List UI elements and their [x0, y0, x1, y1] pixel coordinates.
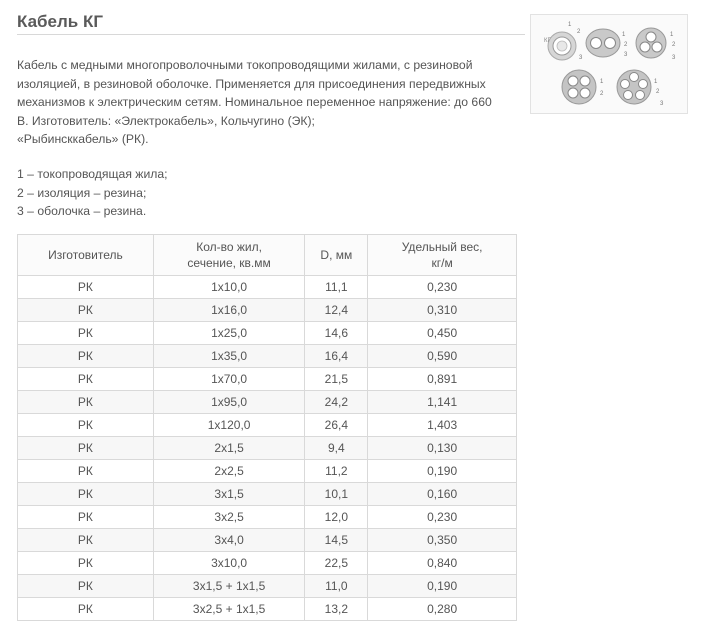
four-core-section: [562, 70, 596, 104]
title-divider: [17, 34, 525, 35]
table-row: [18, 299, 517, 322]
cell-cores-section: 3х4,0: [153, 529, 305, 552]
cell-manufacturer: РК: [18, 575, 154, 598]
three-core-section: [636, 28, 666, 58]
figure-label: 2: [577, 29, 581, 35]
cell-weight: 0,230: [368, 276, 517, 299]
cell-weight: 0,310: [368, 299, 517, 322]
cell-diameter: 10,1: [305, 483, 368, 506]
two-core-section: [586, 29, 620, 57]
cell-diameter: 12,0: [305, 506, 368, 529]
cell-diameter: 21,5: [305, 368, 368, 391]
figure-label: 3: [624, 52, 628, 58]
cell-weight: 0,840: [368, 552, 517, 575]
description-line: механизмов к электрическим сетям. Номинальное переменное напряжение: до 660: [17, 95, 492, 109]
table-row: [18, 437, 517, 460]
figure-label: 2: [624, 42, 628, 48]
figure-label: 1: [654, 79, 658, 85]
cell-diameter: 11,0: [305, 575, 368, 598]
cable-description: [17, 56, 517, 149]
single-core-section: [548, 32, 576, 60]
cell-cores-section: 3х1,5 + 1х1,5: [153, 575, 305, 598]
table-row: [18, 552, 517, 575]
figure-label: 1: [622, 32, 626, 38]
header-specific-weight: Удельный вес, кг/м: [368, 235, 517, 276]
cell-cores-section: 1х120,0: [153, 414, 305, 437]
cell-weight: 0,280: [368, 598, 517, 621]
figure-label: 3: [579, 55, 583, 61]
description-line: Кабель с медными многопроволочными токопроводящими жилами, с резиновой: [17, 58, 473, 72]
cell-weight: 0,590: [368, 345, 517, 368]
cell-cores-section: 3х1,5: [153, 483, 305, 506]
cell-manufacturer: РК: [18, 276, 154, 299]
cable-specs-table: [17, 234, 517, 621]
table-row: [18, 506, 517, 529]
cell-cores-section: 1х35,0: [153, 345, 305, 368]
cell-diameter: 22,5: [305, 552, 368, 575]
cell-cores-section: 3х2,5: [153, 506, 305, 529]
table-row: [18, 414, 517, 437]
cell-manufacturer: РК: [18, 529, 154, 552]
cell-manufacturer: РК: [18, 414, 154, 437]
figure-label: КГ: [544, 38, 551, 44]
cell-manufacturer: РК: [18, 345, 154, 368]
description-line: В. Изготовитель: «Электрокабель», Кольчугино (ЭК);: [17, 113, 315, 128]
header-cores-section: Кол-во жил, сечение, кв.мм: [153, 235, 305, 276]
figure-label: 2: [600, 91, 604, 97]
description-line: изоляцией, в резиновой оболочке. Применяется для присоединения передвижных: [17, 76, 486, 91]
cell-manufacturer: РК: [18, 598, 154, 621]
table-row: [18, 391, 517, 414]
cell-manufacturer: РК: [18, 299, 154, 322]
cell-diameter: 16,4: [305, 345, 368, 368]
cell-manufacturer: РК: [18, 322, 154, 345]
cell-weight: 0,350: [368, 529, 517, 552]
figure-label: 3: [660, 101, 664, 107]
cell-diameter: 24,2: [305, 391, 368, 414]
cell-manufacturer: РК: [18, 391, 154, 414]
cell-manufacturer: РК: [18, 506, 154, 529]
cell-weight: 0,130: [368, 437, 517, 460]
page-title: Кабель КГ: [17, 12, 103, 31]
cell-weight: 0,190: [368, 575, 517, 598]
header-manufacturer: Изготовитель: [18, 235, 154, 276]
cell-manufacturer: РК: [18, 552, 154, 575]
header-diameter: D, мм: [305, 235, 368, 276]
cell-manufacturer: РК: [18, 368, 154, 391]
cable-cross-section-figure: [530, 14, 688, 114]
figure-label: 2: [672, 42, 676, 48]
table-header-row: [18, 235, 517, 276]
table-row: [18, 529, 517, 552]
description-line: «Рыбинсккабель» (РК).: [17, 132, 149, 146]
cable-diagram: [531, 15, 687, 113]
cell-diameter: 13,2: [305, 598, 368, 621]
cell-weight: 0,891: [368, 368, 517, 391]
legend-item: 1 – токопроводящая жила;: [17, 167, 168, 181]
cell-weight: 0,230: [368, 506, 517, 529]
cell-weight: 0,160: [368, 483, 517, 506]
cell-cores-section: 1х10,0: [153, 276, 305, 299]
legend-item: 2 – изоляция – резина;: [17, 185, 147, 200]
cell-manufacturer: РК: [18, 460, 154, 483]
five-core-section: [617, 70, 651, 104]
structure-legend: [17, 165, 168, 221]
cell-cores-section: 1х16,0: [153, 299, 305, 322]
table-row: [18, 575, 517, 598]
table-row: [18, 460, 517, 483]
cell-cores-section: 3х2,5 + 1х1,5: [153, 598, 305, 621]
table-row: [18, 368, 517, 391]
cell-cores-section: 1х70,0: [153, 368, 305, 391]
table-row: [18, 598, 517, 621]
cell-diameter: 14,6: [305, 322, 368, 345]
cell-cores-section: 1х95,0: [153, 391, 305, 414]
cell-diameter: 12,4: [305, 299, 368, 322]
cell-cores-section: 2х2,5: [153, 460, 305, 483]
figure-label: 1: [600, 79, 604, 85]
cell-diameter: 11,1: [305, 276, 368, 299]
figure-label: 3: [672, 55, 676, 61]
table-row: [18, 322, 517, 345]
cell-weight: 1,403: [368, 414, 517, 437]
legend-item: 3 – оболочка – резина.: [17, 204, 147, 218]
cell-diameter: 14,5: [305, 529, 368, 552]
cell-diameter: 11,2: [305, 460, 368, 483]
cell-diameter: 9,4: [305, 437, 368, 460]
cell-diameter: 26,4: [305, 414, 368, 437]
table-row: [18, 483, 517, 506]
cell-weight: 0,190: [368, 460, 517, 483]
cell-weight: 1,141: [368, 391, 517, 414]
cell-manufacturer: РК: [18, 437, 154, 460]
table-row: [18, 276, 517, 299]
figure-label: 1: [568, 22, 572, 28]
cell-cores-section: 2х1,5: [153, 437, 305, 460]
figure-label: 1: [670, 32, 674, 38]
figure-label: 2: [656, 89, 660, 95]
table-row: [18, 345, 517, 368]
cell-cores-section: 1х25,0: [153, 322, 305, 345]
cell-weight: 0,450: [368, 322, 517, 345]
cell-manufacturer: РК: [18, 483, 154, 506]
cell-cores-section: 3х10,0: [153, 552, 305, 575]
